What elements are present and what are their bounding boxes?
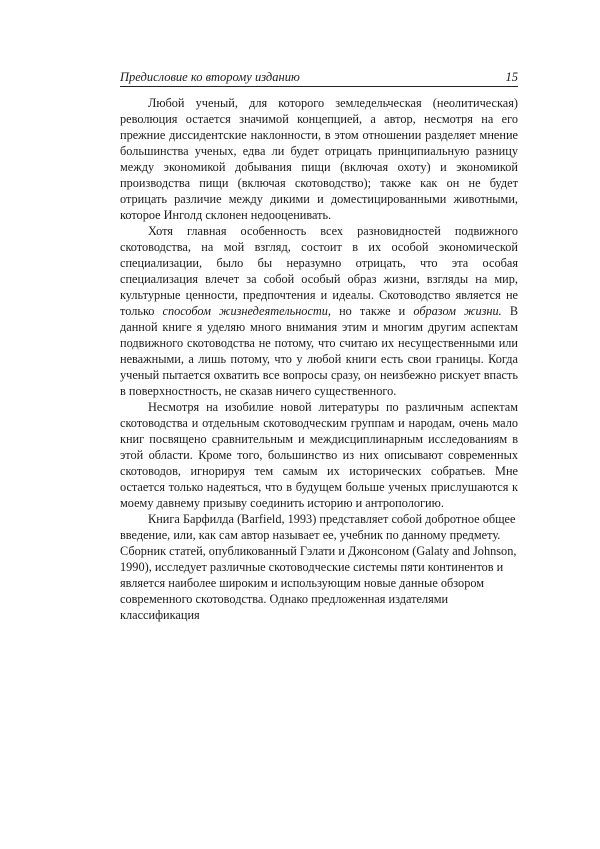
paragraph xyxy=(120,223,518,399)
running-header xyxy=(120,70,518,87)
page-number: 15 xyxy=(505,70,518,84)
paragraph-text: Книга Барфилда (Barfield, 1993) представляет собой добротное общее введение, или, как сам автор называет ее, учебник по данному предмету. Сборник статей, опубликованный Гэлати и Джонсоном (Galaty and Johnson, 1990), исследует различные скотоводческие системы пяти континентов и является наиболее широким и использующим новые данные обзором современного скотоводства. Однако предложенная издателями классификация xyxy=(120,512,517,622)
italic-text: образом жизни. xyxy=(413,304,502,318)
paragraph-text: Любой ученый, для которого земледельческая (неолитическая) революция остается значимой концепцией, а автор, несмотря на его прежние диссидентские наклонности, в этом отношении разделяет мнение большинства ученых, едва ли будет отрицать принципиальную разницу между экономикой добывания пищи (включая охоту) и экономикой производства пищи (включая скотоводство); также как он не будет отрицать различие между дикими и доместицированными животными, которое Инголд склонен недооценивать. xyxy=(120,96,518,222)
book-page xyxy=(120,70,518,623)
paragraph-text: В данной книге я уделяю много внимания этим и многим другим аспектам подвижного скотоводства не потому, что считаю их несущественными или неважными, а лишь потому, что у любой книги есть свои границы. Когда ученый пытается охватить все вопросы сразу, он неизбежно рискует впасть в поверхностность, не сказав ничего существенного. xyxy=(120,304,519,398)
italic-text: способом жизнедеятельности, xyxy=(162,304,332,318)
paragraph-text: но также и xyxy=(331,304,414,318)
paragraph-text: Хотя главная особенность всех разновидностей подвижного скотоводства, на мой взгляд, состоит в их особой экономической специализации, было бы неразумно отрицать, что эта особая специализация влечет за собой особый образ жизни, взгляды на мир, культурные ценности, предпочтения и идеалы. Скотоводство является не только xyxy=(120,224,518,318)
paragraph xyxy=(120,95,518,223)
paragraph xyxy=(120,399,518,511)
body-text xyxy=(120,95,518,623)
paragraph xyxy=(120,511,518,623)
header-title: Предисловие ко второму изданию xyxy=(120,70,300,84)
paragraph-text: Несмотря на изобилие новой литературы по различным аспектам скотоводства и отдельным скотоводческим группам и народам, очень мало книг посвящено сравнительным и междисциплинарным исследованиям в этой области. Кроме того, большинство из них описывают современных скотоводов, игнорируя тем самым их исторических собратьев. Мне остается только надеяться, что в будущем больше ученых прислушаются к моему давнему призыву соединить историю и антропологию. xyxy=(120,400,518,510)
